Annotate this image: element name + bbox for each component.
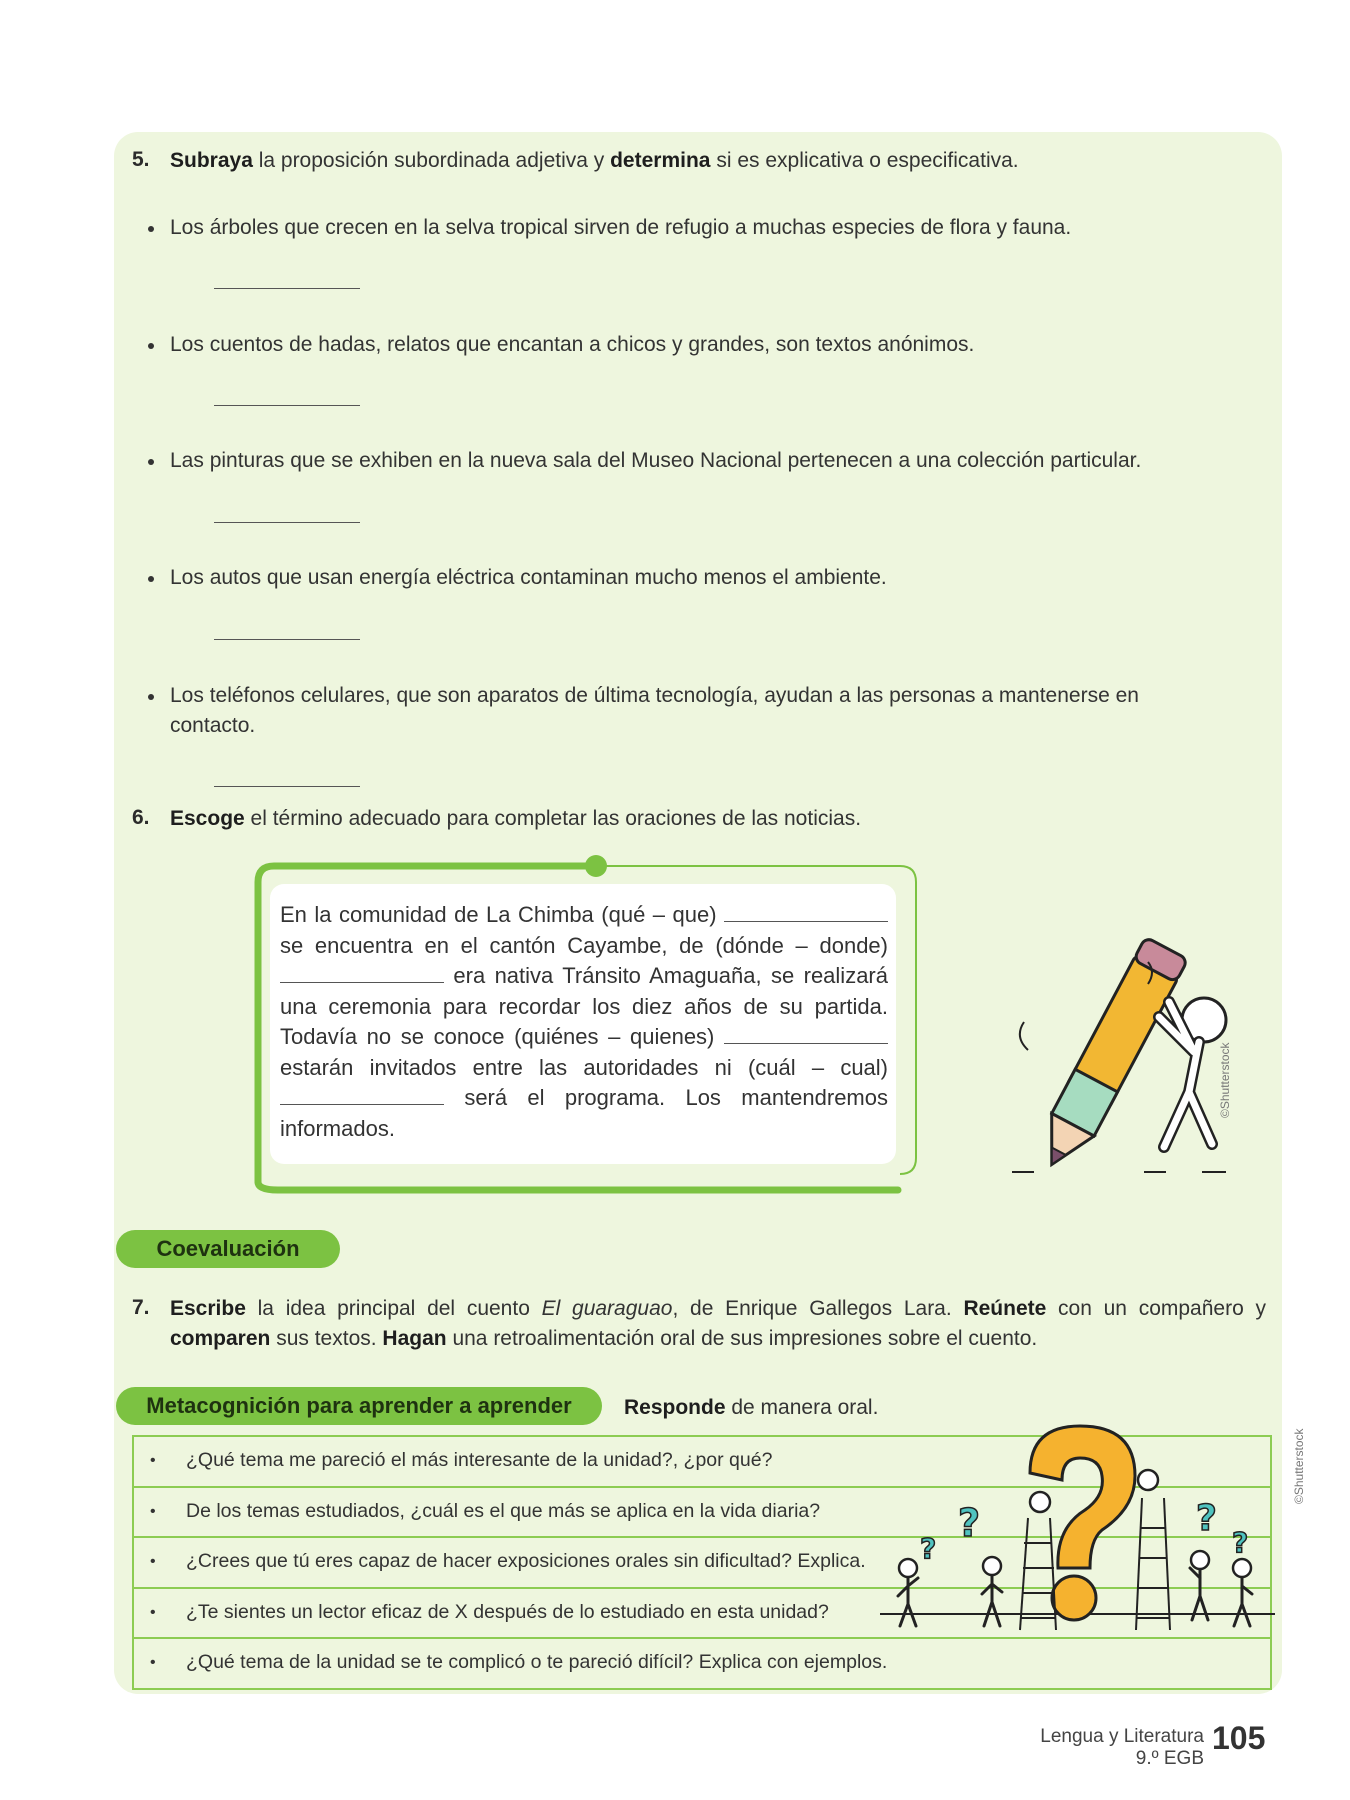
q6-number: 6. [132, 806, 150, 829]
q7-text4: sus textos. [270, 1327, 383, 1350]
news-blank-2[interactable] [280, 962, 444, 983]
q5-answer-line-3[interactable] [214, 522, 360, 523]
news-blank-3[interactable] [724, 1023, 888, 1044]
q6-verb-escoge: Escoge [170, 807, 245, 830]
news-part-5: será el programa. Los mantendremos informados. [280, 1085, 888, 1141]
bullet-icon: • [150, 1603, 156, 1621]
q5-text2: si es explicativa o especificativa. [710, 149, 1019, 172]
svg-text:?: ? [958, 1501, 981, 1545]
q5-answer-line-2[interactable] [214, 405, 360, 406]
svg-text:?: ? [920, 1532, 937, 1565]
bullet-icon: • [150, 1502, 156, 1520]
news-blank-1[interactable] [724, 901, 888, 922]
q5-answer-line-4[interactable] [214, 639, 360, 640]
q7-verb-comparen: comparen [170, 1327, 271, 1350]
q5-item-1: Los árboles que crecen en la selva tropical sirven de refugio a muchas especies de flora y fauna. [170, 213, 1071, 243]
bullet-icon: • [150, 1452, 156, 1469]
q5-item-5-cont: contacto. [170, 714, 256, 737]
metacognicion-label: Metacognición para aprender a aprender [116, 1387, 602, 1425]
q7-text2: , de Enrique Gallegos Lara. [672, 1297, 964, 1320]
news-part-4: estarán invitados entre las autoridades ni (cuál – cual) [280, 1054, 888, 1080]
coevaluacion-label: Coevaluación [116, 1230, 340, 1268]
q7-text3: con un compañero y [1046, 1297, 1266, 1320]
q5-item-2: Los cuentos de hadas, relatos que encantan a chicos y grandes, son textos anónimos. [170, 330, 974, 360]
meta-question-1: ¿Qué tema me pareció el más interesante de la unidad?, ¿por qué? [186, 1449, 773, 1471]
q7-number: 7. [132, 1296, 150, 1319]
meta-question-3: ¿Crees que tú eres capaz de hacer exposiciones orales sin dificultad? Explica. [186, 1550, 866, 1572]
q5-answer-line-5[interactable] [214, 786, 360, 787]
q6-instruction [170, 804, 861, 834]
q5-text1: la proposición subordinada adjetiva y [252, 149, 611, 172]
q6-text: el término adecuado para completar las oraciones de las noticias. [244, 807, 862, 830]
q5-item-4: Los autos que usan energía eléctrica contaminan mucho menos el ambiente. [170, 563, 887, 593]
meta-instruction [624, 1393, 878, 1423]
q5-item-5: Los teléfonos celulares, que son aparatos de última tecnología, ayudan a las personas a mantenerse en [170, 681, 1139, 711]
q7-verb-hagan: Hagan [382, 1327, 447, 1350]
q5-number: 5. [132, 148, 150, 171]
q5-answer-line-1[interactable] [214, 288, 360, 289]
question-mark-people-illustration [880, 1418, 1280, 1656]
footer-subject-name: Lengua y Literatura [1040, 1726, 1204, 1747]
meta-verb-responde: Responde [624, 1396, 726, 1419]
credit-question-image: ©Shutterstock [1292, 1428, 1306, 1504]
meta-question-2: De los temas estudiados, ¿cuál es el que más se aplica en la vida diaria? [186, 1499, 821, 1522]
bullet-icon: • [150, 1553, 156, 1570]
q7-text1: la idea principal del cuento [245, 1297, 542, 1320]
q7-instruction [170, 1294, 1266, 1354]
news-blank-4[interactable] [280, 1084, 444, 1105]
credit-pencil-image: ©Shutterstock [1218, 1042, 1232, 1118]
meta-question-4: ¿Te sientes un lector eficaz de X después de lo estudiado en esta unidad? [186, 1600, 829, 1623]
q7-verb-reunete: Reúnete [963, 1297, 1047, 1320]
news-part-2: se encuentra en el cantón Cayambe, de (dónde – donde) [280, 932, 888, 958]
meta-text: de manera oral. [725, 1396, 879, 1419]
q5-verb-subraya: Subraya [170, 149, 253, 172]
q5-instruction [170, 146, 1019, 176]
svg-text:?: ? [1232, 1526, 1249, 1559]
q7-story-title: El guaraguao [541, 1297, 673, 1320]
meta-question-5: ¿Qué tema de la unidad se te complicó o te pareció difícil? Explica con ejemplos. [186, 1651, 888, 1673]
footer-grade: 9.º EGB [1135, 1748, 1204, 1769]
q7-text5: una retroalimentación oral de sus impresiones sobre el cuento. [446, 1327, 1038, 1350]
page-number: 105 [1212, 1720, 1266, 1756]
bullet-icon: • [150, 1654, 156, 1671]
q7-verb-escribe: Escribe [170, 1297, 246, 1320]
svg-text:?: ? [1196, 1498, 1217, 1539]
news-part-3: era nativa Tránsito Amaguaña, se realizará una ceremonia para recordar los diez años de su partida. Todavía no se conoce (quiénes – quienes) [280, 963, 888, 1049]
q5-verb-determina: determina [610, 149, 711, 172]
footer-subject [1040, 1726, 1204, 1770]
news-text [280, 900, 888, 1144]
news-part-1: En la comunidad de La Chimba (qué – que) [280, 902, 724, 927]
q5-item-3: Las pinturas que se exhiben en la nueva sala del Museo Nacional pertenecen a una colección particular. [170, 446, 1141, 476]
